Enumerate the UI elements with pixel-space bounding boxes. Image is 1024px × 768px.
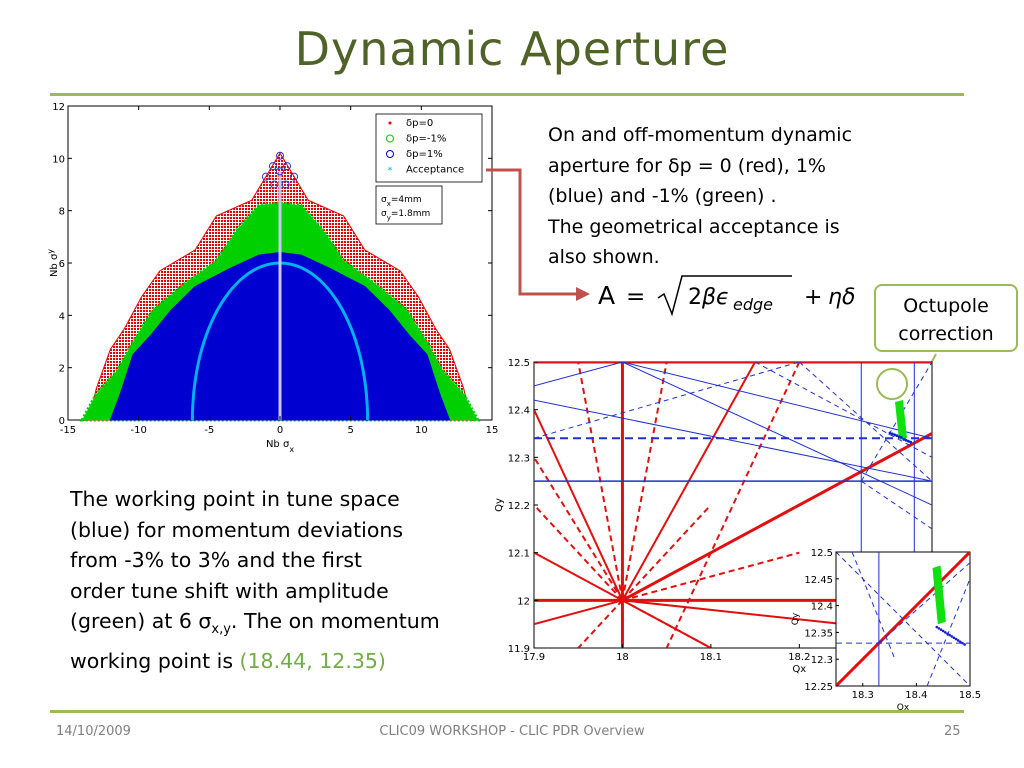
inset-x-label: Qx <box>896 703 910 713</box>
tune-line-4: order tune shift with amplitude <box>70 578 389 603</box>
tune-y-tick-label: 12.5 <box>507 358 530 369</box>
inset-working-point <box>961 642 964 645</box>
da-line-3: (blue) and -1% (green) . <box>548 185 777 207</box>
da-line-1: On and off-momentum dynamic <box>548 124 853 146</box>
y-tick-label: 10 <box>52 154 65 166</box>
svg-text:βϵ: βϵ <box>702 285 730 310</box>
inset-x-tick-label: 18.4 <box>905 690 928 701</box>
da-line-2: aperture for δp = 0 (red), 1% <box>548 154 826 177</box>
x-tick-label: -5 <box>204 425 215 436</box>
inset-working-point <box>942 630 945 633</box>
legend-entry: δp=0 <box>406 118 434 129</box>
tune-line-2: (blue) for momentum deviations <box>70 517 404 542</box>
svg-text:ηδ: ηδ <box>828 285 856 310</box>
callout-line-1: Octupole <box>903 295 989 317</box>
legend-entry: Acceptance <box>406 164 465 176</box>
inset-y-tick-label: 12.25 <box>804 682 833 693</box>
y-tick-label: 8 <box>58 206 65 218</box>
footer-date: 14/10/2009 <box>56 724 131 739</box>
svg-text:2: 2 <box>688 285 702 310</box>
inset-x-tick-label: 18.5 <box>958 690 982 701</box>
tune-y-tick-label: 12.4 <box>507 405 530 417</box>
tune-x-label: Qx <box>792 664 807 675</box>
da-line-5: also shown. <box>548 246 660 268</box>
acceptance-formula <box>596 272 866 318</box>
inset-x-tick-label: 18.3 <box>851 690 874 701</box>
tune-y-tick-label: 12.3 <box>507 453 530 465</box>
callout-arrow <box>480 160 600 310</box>
tune-y-tick-label: 11.9 <box>507 644 530 655</box>
tune-y-label: Qy <box>494 498 505 512</box>
tune-y-tick-label: 12 <box>517 596 530 608</box>
inset-working-point <box>957 639 960 642</box>
inset-working-point <box>959 640 962 643</box>
tune-x-tick-label: 18.1 <box>699 652 723 663</box>
inset-working-point <box>938 627 941 630</box>
tune-line-6 <box>70 646 440 677</box>
y-tick-label: 12 <box>52 102 65 113</box>
working-point-blue <box>909 441 912 444</box>
x-tick-label: 10 <box>414 425 428 436</box>
svg-text:=: = <box>626 284 646 310</box>
y-axis-label: Nb $\sigma^y$ <box>45 248 60 278</box>
inset-working-point <box>946 632 949 635</box>
inset-working-point <box>940 628 943 631</box>
slide-title: Dynamic Aperture <box>294 22 730 76</box>
tune-description <box>70 484 440 676</box>
x-tick-label: -10 <box>130 425 147 436</box>
inset-working-point <box>935 626 938 629</box>
tune-line-1: The working point in tune space <box>70 487 400 511</box>
inset-working-point <box>944 631 947 634</box>
x-axis-label: Nb $\sigma_x$ <box>265 439 295 454</box>
tune-x-tick-label: 17.9 <box>522 652 546 663</box>
y-tick-label: 4 <box>58 311 65 323</box>
inset-working-point <box>955 638 958 641</box>
inset-working-point <box>950 635 953 638</box>
tune-x-tick-label: 18.2 <box>788 652 811 663</box>
x-tick-label: 15 <box>485 425 499 436</box>
x-tick-label: 0 <box>276 425 284 436</box>
y-tick-label: 2 <box>58 363 65 375</box>
footer-page: 25 <box>944 724 961 739</box>
dynamic-aperture-plot <box>45 100 500 460</box>
legend-marker: * <box>387 165 393 177</box>
svg-text:edge: edge <box>733 295 773 314</box>
tune-diagram-inset <box>790 540 1000 712</box>
svg-text:A: A <box>598 281 616 310</box>
y-tick-label: 6 <box>58 259 65 270</box>
inset-y-tick-label: 12.3 <box>810 655 833 667</box>
inset-working-point <box>963 643 966 646</box>
annotation-text: $\sigma_y=1.8mm$ <box>381 209 431 222</box>
working-point-blue <box>900 436 903 439</box>
working-point-value: (18.44, 12.35) <box>239 648 386 673</box>
x-tick-label: 5 <box>347 425 354 436</box>
annotation-text: $\sigma_x=4mm$ <box>381 195 422 208</box>
tune-line-5 <box>70 606 440 646</box>
inset-working-point <box>953 636 956 639</box>
tune-after-text: . The on momentum <box>230 609 440 633</box>
legend-entry: δp=1% <box>406 149 443 160</box>
inset-y-tick-label: 12.45 <box>804 574 833 586</box>
inset-y-tick-label: 12.4 <box>810 601 833 613</box>
inset-y-tick-label: 12.5 <box>810 548 833 559</box>
da-line-4: The geometrical acceptance is <box>548 215 840 238</box>
tune-last-text: working point is <box>70 648 240 673</box>
callout-line-2: correction <box>898 323 994 345</box>
tune-line-3: from -3% to 3% and the first <box>70 548 363 572</box>
tune-sigma-sub: x,y <box>211 622 231 638</box>
inset-working-point <box>948 634 951 637</box>
tune-y-tick-label: 12.1 <box>507 548 530 560</box>
tune-sigma-text: (green) at 6 σ <box>70 609 212 633</box>
inset-y-label: Qy <box>791 612 801 626</box>
footer-title: CLIC09 WORKSHOP - CLIC PDR Overview <box>379 724 645 739</box>
tune-x-tick-label: 18 <box>616 652 629 663</box>
footer-rule <box>50 710 964 713</box>
title-rule <box>50 93 964 96</box>
legend-entry: δp=-1% <box>406 133 447 145</box>
svg-text:+: + <box>804 285 823 310</box>
y-tick-label: 0 <box>58 416 65 427</box>
x-tick-label: -15 <box>59 425 77 436</box>
octupole-callout <box>874 284 1018 352</box>
inset-y-tick-label: 12.35 <box>804 628 833 640</box>
tune-y-tick-label: 12.2 <box>507 501 530 512</box>
legend-marker <box>389 122 392 125</box>
